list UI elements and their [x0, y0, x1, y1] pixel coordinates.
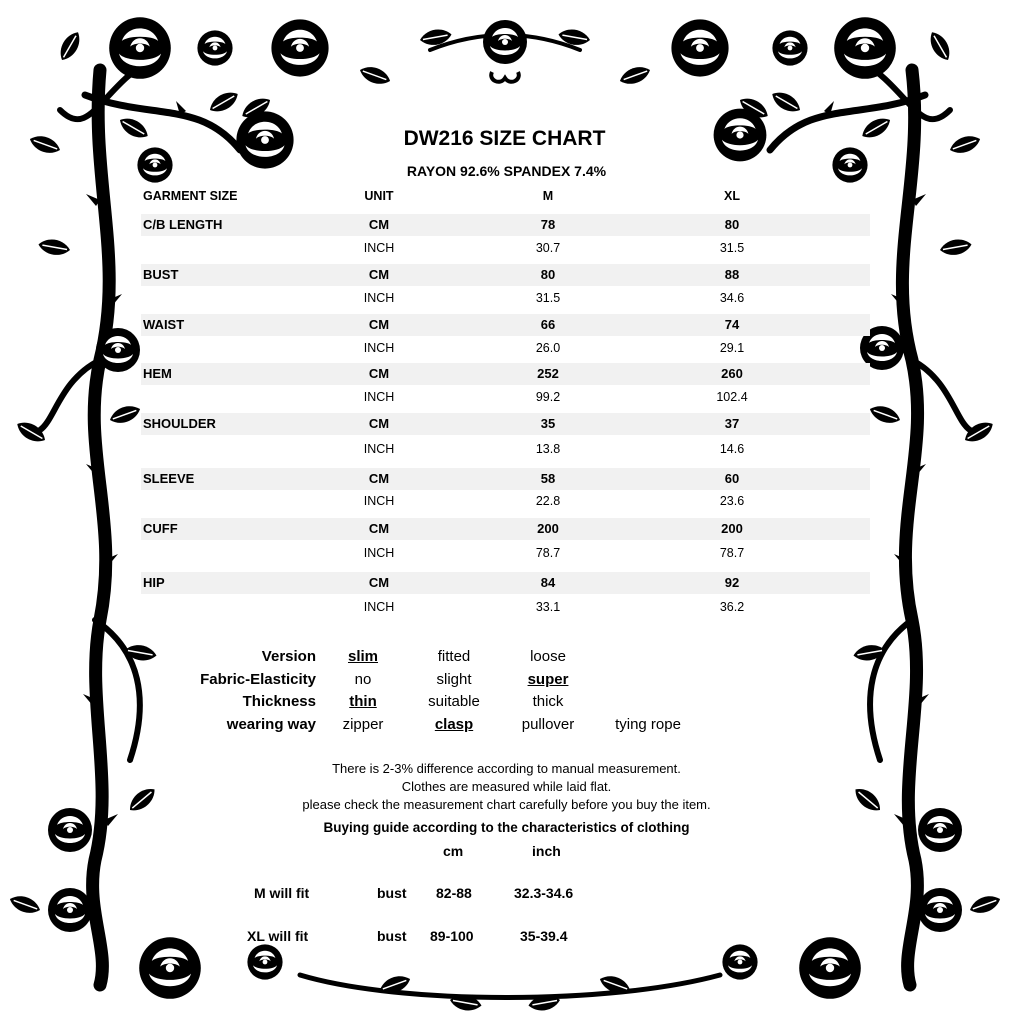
- value-m-cm: 200: [537, 521, 559, 536]
- unit-cm: CM: [368, 317, 390, 332]
- attribute-label: Thickness: [242, 693, 316, 710]
- table-row: [141, 518, 870, 540]
- table-row: [141, 289, 870, 309]
- value-xl-inch: 29.1: [719, 341, 745, 355]
- table-row: [141, 388, 870, 408]
- attribute-option: thick: [532, 693, 564, 710]
- guide-col-cm: cm: [443, 843, 464, 859]
- measurement-label: SHOULDER: [143, 416, 216, 431]
- attribute-option: pullover: [521, 716, 575, 733]
- measurement-label: HIP: [143, 575, 165, 590]
- table-row: [141, 239, 870, 259]
- unit-inch: INCH: [363, 600, 395, 614]
- value-m-cm: 35: [540, 416, 556, 431]
- unit-cm: CM: [368, 471, 390, 486]
- page-title: DW216 SIZE CHART: [403, 127, 606, 150]
- guide-col-inch: inch: [532, 843, 561, 859]
- attribute-option: suitable: [428, 693, 480, 710]
- value-xl-inch: 102.4: [716, 390, 748, 404]
- attribute-label: wearing way: [226, 716, 316, 733]
- table-row: [141, 572, 870, 594]
- value-m-cm: 66: [540, 317, 556, 332]
- unit-inch: INCH: [363, 546, 395, 560]
- value-m-cm: 78: [540, 217, 556, 232]
- unit-cm: CM: [368, 416, 390, 431]
- table-row: [141, 363, 870, 385]
- value-m-inch: 31.5: [535, 291, 561, 305]
- unit-inch: INCH: [363, 494, 395, 508]
- value-m-inch: 22.8: [535, 494, 561, 508]
- attribute-label: Version: [261, 648, 316, 665]
- buying-guide-title: Buying guide according to the characteristics of clothing: [323, 820, 690, 835]
- table-row: [141, 440, 870, 460]
- attribute-option: fitted: [437, 648, 471, 665]
- value-m-inch: 78.7: [535, 546, 561, 560]
- value-m-cm: 80: [540, 267, 556, 282]
- measurement-label: BUST: [143, 267, 179, 282]
- header-unit: UNIT: [364, 189, 394, 203]
- unit-inch: INCH: [363, 291, 395, 305]
- attribute-option: loose: [530, 648, 566, 665]
- guide-inch: 35-39.4: [520, 928, 568, 944]
- measurement-label: C/B LENGTH: [143, 217, 223, 232]
- table-row: [141, 339, 870, 359]
- value-m-cm: 252: [537, 366, 559, 381]
- value-xl-cm: 260: [721, 366, 743, 381]
- guide-size: XL will fit: [247, 928, 309, 944]
- value-m-inch: 13.8: [535, 442, 561, 456]
- value-m-inch: 33.1: [535, 600, 561, 614]
- note-line: please check the measurement chart carefully before you buy the item.: [302, 797, 711, 812]
- table-row: [141, 544, 870, 564]
- guide-part: bust: [377, 928, 407, 944]
- header-m: M: [542, 189, 554, 203]
- guide-part: bust: [377, 885, 407, 901]
- unit-cm: CM: [368, 575, 390, 590]
- measurement-label: CUFF: [143, 521, 178, 536]
- unit-cm: CM: [368, 217, 390, 232]
- value-m-cm: 84: [540, 575, 556, 590]
- value-xl-cm: 92: [724, 575, 740, 590]
- value-xl-cm: 37: [724, 416, 740, 431]
- measurement-label: HEM: [143, 366, 172, 381]
- unit-inch: INCH: [363, 390, 395, 404]
- fabric-composition: RAYON 92.6% SPANDEX 7.4%: [406, 163, 607, 179]
- attribute-option: slight: [436, 671, 472, 688]
- table-row: [141, 468, 870, 490]
- header-xl: XL: [724, 189, 740, 203]
- guide-size: M will fit: [254, 885, 310, 901]
- table-row: [141, 598, 870, 618]
- table-row: [141, 264, 870, 286]
- value-xl-cm: 74: [724, 317, 740, 332]
- note-line: There is 2-3% difference according to manual measurement.: [332, 761, 681, 776]
- guide-inch: 32.3-34.6: [514, 885, 574, 901]
- guide-cm: 89-100: [430, 928, 474, 944]
- measurement-label: WAIST: [143, 317, 185, 332]
- note-line: Clothes are measured while laid flat.: [401, 779, 612, 794]
- table-row: [141, 492, 870, 512]
- attribute-option-selected: clasp: [434, 716, 474, 733]
- value-xl-inch: 23.6: [719, 494, 745, 508]
- value-xl-inch: 14.6: [719, 442, 745, 456]
- value-m-inch: 26.0: [535, 341, 561, 355]
- value-xl-cm: 200: [721, 521, 743, 536]
- attribute-option-selected: thin: [349, 693, 377, 710]
- table-row: [141, 314, 870, 336]
- unit-inch: INCH: [363, 341, 395, 355]
- table-row: [141, 214, 870, 236]
- value-xl-inch: 31.5: [719, 241, 745, 255]
- unit-cm: CM: [368, 521, 390, 536]
- attribute-option-selected: slim: [347, 648, 378, 665]
- value-m-inch: 99.2: [535, 390, 561, 404]
- value-m-cm: 58: [540, 471, 556, 486]
- attribute-option: zipper: [342, 716, 384, 733]
- value-xl-inch: 78.7: [719, 546, 745, 560]
- value-xl-inch: 36.2: [719, 600, 745, 614]
- measurement-label: SLEEVE: [143, 471, 195, 486]
- unit-cm: CM: [368, 267, 390, 282]
- unit-inch: INCH: [363, 241, 395, 255]
- attribute-label: Fabric-Elasticity: [200, 671, 316, 688]
- attribute-option: no: [354, 671, 372, 688]
- unit-cm: CM: [368, 366, 390, 381]
- value-xl-inch: 34.6: [719, 291, 745, 305]
- value-xl-cm: 88: [724, 267, 740, 282]
- attribute-option: tying rope: [615, 716, 681, 733]
- attribute-option-selected: super: [527, 671, 569, 688]
- table-row: [141, 413, 870, 435]
- header-garment-size: GARMENT SIZE: [143, 189, 238, 203]
- value-xl-cm: 60: [724, 471, 740, 486]
- value-m-inch: 30.7: [535, 241, 561, 255]
- guide-cm: 82-88: [436, 885, 472, 901]
- unit-inch: INCH: [363, 442, 395, 456]
- value-xl-cm: 80: [724, 217, 740, 232]
